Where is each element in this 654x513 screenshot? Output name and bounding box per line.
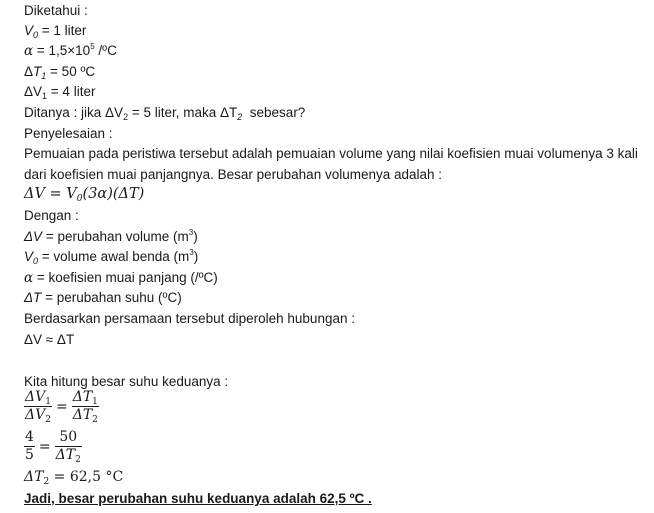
def-dv	[24, 229, 198, 245]
def-v0-exponent: 3	[189, 248, 194, 257]
ditanya-text-b: = 5 liter, maka ΔT	[128, 105, 238, 120]
dt1-delta: Δ	[24, 64, 34, 79]
fraction-4-5-denominator: 5	[25, 447, 34, 463]
volume-formula	[24, 186, 144, 202]
fraction-dv-numerator: ΔV	[25, 389, 46, 405]
formula-part-b: (3α)(ΔT)	[82, 186, 145, 202]
result-equation	[24, 469, 123, 485]
def-alpha-symbol: α	[24, 270, 34, 286]
alpha-value: = 1,5×10	[33, 43, 91, 58]
ratio-equation-2	[24, 429, 82, 464]
fraction-dt-denominator-sub: 2	[92, 415, 98, 425]
def-dv-end: )	[193, 229, 198, 244]
alpha-symbol: α	[24, 43, 34, 59]
equals-sign-1: =	[55, 398, 68, 415]
def-dt-text: = perubahan suhu (ºC)	[41, 290, 182, 305]
def-dt	[24, 290, 182, 306]
fraction-50-denominator: ΔT	[55, 447, 76, 463]
fraction-50-dt2	[55, 429, 82, 464]
fraction-4-5	[24, 429, 35, 464]
given-dt1	[24, 64, 95, 80]
dv1-value: = 4 liter	[47, 84, 96, 99]
dt1-symbol: T	[33, 64, 42, 79]
def-alpha	[24, 270, 218, 286]
proportional-relation: ΔV ≈ ΔT	[24, 332, 75, 347]
hitung-text: Kita hitung besar suhu keduanya :	[24, 374, 229, 389]
dt1-value: = 50 ºC	[46, 64, 96, 79]
given-alpha	[24, 43, 117, 59]
def-dv-exponent: 3	[188, 228, 194, 237]
result-subscript: 2	[43, 477, 50, 487]
conclusion-text: Jadi, besar perubahan suhu keduanya adalah 62,5 ºC .	[24, 491, 372, 506]
alpha-unit: /ºC	[94, 43, 117, 58]
def-v0-end: )	[193, 249, 199, 264]
ditanya-text-c: sebesar?	[242, 105, 306, 120]
dv1-symbol: ΔV	[24, 84, 43, 99]
def-v0-subscript: 0	[33, 256, 39, 266]
equals-sign-2: =	[38, 438, 51, 455]
alpha-exponent: 5	[90, 42, 95, 51]
def-alpha-text: = koefisien muai panjang (/ºC)	[33, 270, 218, 285]
def-v0	[24, 249, 198, 265]
dengan-heading: Dengan :	[24, 208, 79, 223]
diketahui-heading: Diketahui :	[24, 3, 88, 18]
fraction-dv-numerator-sub: 1	[45, 397, 51, 407]
ditanya-sub-v: 2	[123, 112, 129, 122]
fraction-dt	[72, 389, 99, 424]
ditanya-sub-t: 2	[237, 112, 243, 122]
explanation-line-2: dari koefisien muai panjangnya. Besar perubahan volumenya adalah :	[24, 167, 443, 182]
def-dt-symbol: ΔT	[24, 290, 42, 305]
dt1-subscript: 1	[41, 71, 47, 81]
formula-part-a: ΔV = V	[24, 186, 77, 202]
def-v0-symbol: V	[24, 249, 34, 264]
ditanya-text-a: Ditanya : jika ΔV	[24, 105, 124, 120]
ditanya-line	[24, 105, 305, 121]
fraction-dv	[24, 389, 52, 424]
formula-subscript: 0	[76, 194, 83, 204]
ratio-equation-1	[24, 389, 99, 424]
v0-symbol: V	[24, 23, 34, 38]
explanation-line-1: Pemuaian pada peristiwa tersebut adalah pemuaian volume yang nilai koefisien muai volumenya 3 kali	[24, 146, 638, 161]
fraction-dv-denominator-sub: 2	[45, 415, 51, 425]
def-dv-text: = perubahan volume (m	[42, 229, 189, 244]
def-dv-symbol: ΔV	[24, 229, 43, 244]
given-v0	[24, 23, 86, 39]
v0-subscript: 0	[33, 30, 39, 40]
fraction-4-5-numerator: 4	[25, 429, 34, 445]
fraction-50-denominator-sub: 2	[75, 455, 81, 465]
fraction-dt-numerator-sub: 1	[92, 397, 98, 407]
fraction-dt-numerator: ΔT	[72, 389, 93, 405]
dv1-subscript: 1	[42, 91, 48, 101]
fraction-dt-denominator: ΔT	[72, 407, 93, 423]
fraction-dv-denominator: ΔV	[25, 407, 46, 423]
penyelesaian-heading: Penyelesaian :	[24, 126, 113, 141]
given-dv1	[24, 84, 95, 100]
hubungan-text: Berdasarkan persamaan tersebut diperoleh hubungan :	[24, 311, 355, 326]
fraction-50-numerator: 50	[55, 429, 82, 447]
result-symbol: ΔT	[24, 469, 44, 485]
result-value: = 62,5 °C	[49, 469, 124, 485]
def-v0-text: = volume awal benda (m	[38, 249, 190, 264]
v0-value: = 1 liter	[38, 23, 87, 38]
